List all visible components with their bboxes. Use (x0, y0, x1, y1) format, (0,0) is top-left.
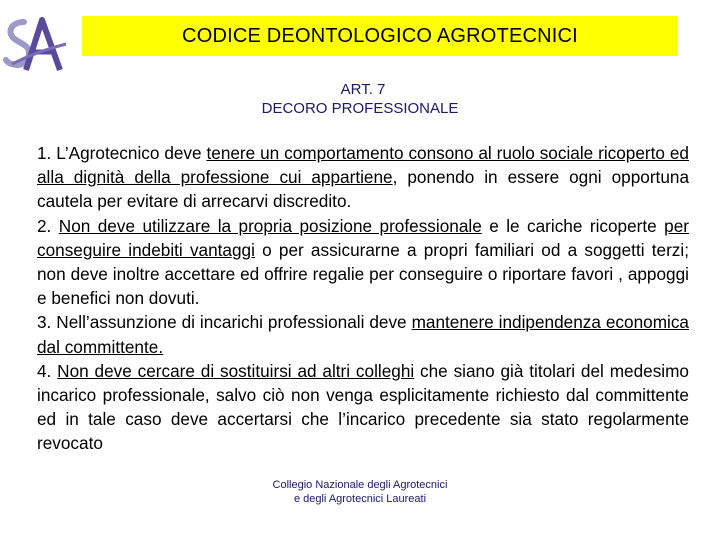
p2-underlined-2: per conseguire indebiti vantaggi (37, 215, 690, 260)
agrotecnici-logo-icon (2, 14, 68, 74)
p2-text-c: e le cariche ricoperte (481, 215, 665, 236)
p4-text-a: 4. (37, 360, 58, 381)
paragraph-1 (37, 141, 689, 214)
p1-underlined: tenere un comportamento consono al ruolo sociale ricoperto ed alla dignità della professione cui appartiene (37, 143, 689, 188)
page-title: CODICE DEONTOLOGICO AGROTECNICI (182, 24, 578, 47)
p4-underlined: Non deve cercare di sostituirsi ad altri colleghi (57, 360, 415, 381)
title-banner (82, 16, 678, 56)
p2-underlined-1: Non deve utilizzare la propria posizione professionale (58, 215, 482, 236)
footer-line-1: Collegio Nazionale degli Agrotecnici (272, 479, 448, 491)
article-number: ART. 7 (340, 81, 386, 98)
article-body (37, 141, 689, 456)
paragraph-2 (37, 214, 689, 311)
p4-text-c: che siano già titolari del medesimo incarico professionale, salvo ciò non venga esplicitamente richiesto dal committente ed in tale caso deve accertarsi che l’incarico precedente sia stato regolarmente revocato (37, 360, 689, 454)
article-title: DECORO PROFESSIONALE (261, 100, 459, 117)
article-heading (0, 80, 720, 118)
p3-underlined: mantenere indipendenza economica dal committente. (37, 312, 689, 357)
footer (0, 478, 720, 506)
paragraph-3 (37, 310, 689, 358)
p2-text-e: o per assicurarne a propri familiari od a soggetti terzi; non deve inoltre accettare ed offrire regalie per conseguire o riportare favori , appoggi e benefici non dovuti. (37, 239, 689, 309)
p2-text-a: 2. (37, 215, 59, 236)
p1-text-a: 1. L’Agrotecnico deve (37, 143, 207, 163)
p1-text-c: , ponendo in essere ogni opportuna cautela per evitare di arrecarvi discredito. (37, 167, 689, 212)
footer-line-2: e degli Agrotecnici Laureati (293, 493, 427, 505)
paragraph-4 (37, 359, 689, 456)
p3-text-a: 3. Nell’assunzione di incarichi professionali deve (37, 312, 412, 333)
